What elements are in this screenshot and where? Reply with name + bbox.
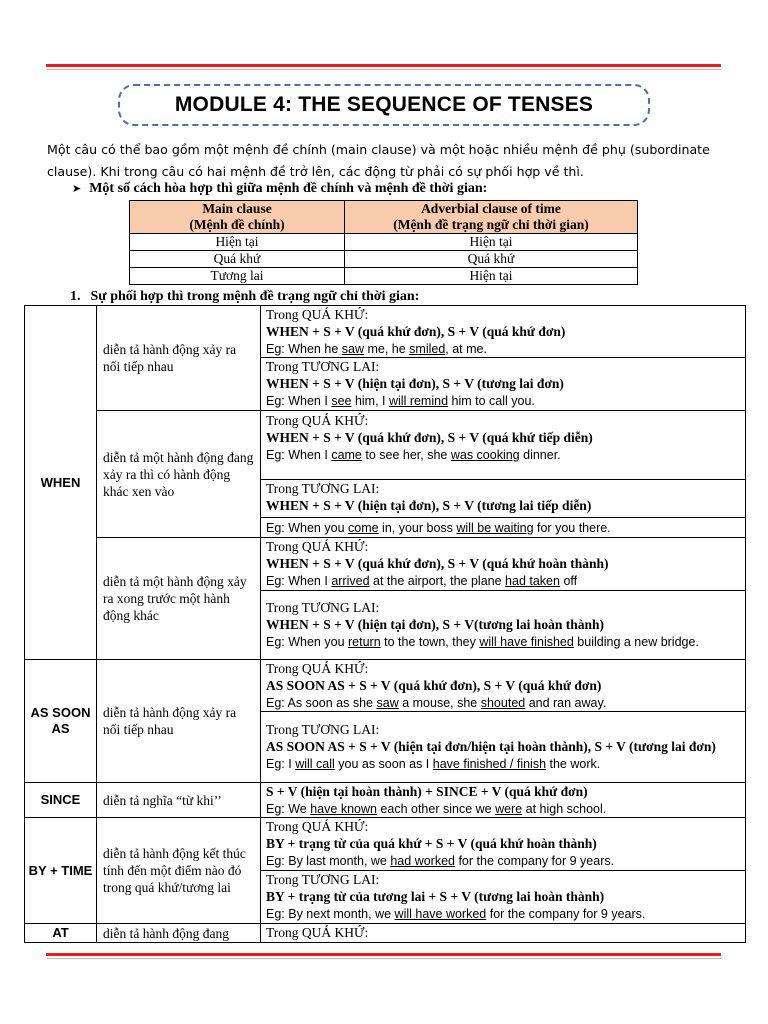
example: Eg: I will call you as soon as I have finished / finish the work.	[266, 757, 601, 771]
table-row	[25, 538, 746, 591]
example: Eg: When you come in, your boss will be waiting for you there.	[261, 517, 745, 537]
usage-cell: Trong TƯƠNG LAI: BY + trạng từ của tương lai + S + V (tương lai hoàn thành) Eg: By next month, we will have worked for the company for 9 years.	[261, 871, 746, 924]
table-row: Tương lai Hiện tại	[130, 268, 638, 285]
top-rule	[46, 64, 721, 70]
keyword-at: AT	[25, 924, 97, 943]
keyword-since: SINCE	[25, 783, 97, 818]
intro-paragraph: Một câu có thể bao gồm một mệnh đề chính (main clause) và một hoặc nhiều mệnh đề phụ (subordinate clause). Khi trong câu có hai mệnh đề trở lên, các động từ phải có sự phối hợp về thì.	[47, 142, 710, 179]
example: Eg: When I came to see her, she was cooking dinner.	[266, 448, 561, 462]
description: diễn tả hành động đang	[97, 924, 261, 943]
description: diễn tả hành động xảy ra nối tiếp nhau	[97, 306, 261, 411]
keyword-as-soon-as: AS SOON AS	[25, 660, 97, 783]
usage-cell: Trong TƯƠNG LAI: AS SOON AS + S + V (hiện tại đơn/hiện tại hoàn thành), S + V (tương lai đơn) Eg: I will call you as soon as I have finished / finish the work.	[261, 712, 746, 783]
section-heading: 1. Sự phối hợp thì trong mệnh đề trạng ngữ chỉ thời gian:	[70, 289, 420, 304]
example: Eg: When you return to the town, they will have finished building a new bridge.	[266, 635, 699, 649]
page-title: MODULE 4: THE SEQUENCE OF TENSES	[118, 84, 650, 126]
description: diễn tả hành động xảy ra nối tiếp nhau	[97, 660, 261, 783]
arrow-bullet-icon: ➤	[72, 182, 82, 195]
tense-table	[24, 305, 746, 943]
usage-cell: Trong QUÁ KHỨ: WHEN + S + V (quá khứ đơn), S + V (quá khứ tiếp diễn) Eg: When I came to see her, she was cooking dinner.	[261, 411, 746, 480]
table-row: Quá khứ Quá khứ	[130, 251, 638, 268]
keyword-by-time: BY + TIME	[25, 818, 97, 924]
usage-cell: Trong QUÁ KHỨ: BY + trạng từ của quá khứ + S + V (quá khứ hoàn thành) Eg: By last month, we had worked for the company for 9 years.	[261, 818, 746, 871]
usage-cell: Trong QUÁ KHỨ: WHEN + S + V (quá khứ đơn), S + V (quá khứ hoàn thành) Eg: When I arrived at the airport, the plane had taken off	[261, 538, 746, 591]
example: Eg: When he saw me, he smiled, at me.	[266, 341, 487, 356]
usage-cell: Trong QUÁ KHỨ: AS SOON AS + S + V (quá khứ đơn), S + V (quá khứ đơn) Eg: As soon as she saw a mouse, she shouted and ran away.	[261, 660, 746, 712]
keyword-when: WHEN	[25, 306, 97, 660]
example: Eg: We have known each other since we were at high school.	[266, 802, 607, 816]
description: diễn tả một hành động xảy ra xong trước một hành động khác	[97, 538, 261, 660]
table-row	[25, 306, 746, 358]
usage-cell: Trong TƯƠNG LAI: WHEN + S + V (hiện tại đơn), S + V(tương lai hoàn thành) Eg: When you return to the town, they will have finished building a new bridge.	[261, 591, 746, 660]
description: diễn tả nghĩa “từ khi’’	[97, 783, 261, 818]
table-row: Hiện tại Hiện tại	[130, 234, 638, 251]
table-row	[25, 411, 746, 480]
usage-cell: Trong QUÁ KHỨ:	[261, 924, 746, 943]
table-row	[25, 924, 746, 943]
table-row	[25, 783, 746, 818]
example: Eg: When I arrived at the airport, the plane had taken off	[266, 574, 578, 588]
bullet-heading: ➤ Một số cách hòa hợp thì giữa mệnh đề chính và mệnh đề thời gian:	[72, 181, 488, 196]
table-row	[25, 818, 746, 871]
header-main-clause: Main clause (Mệnh đề chính)	[130, 201, 345, 234]
usage-cell: Trong TƯƠNG LAI: WHEN + S + V (hiện tại đơn), S + V (tương lai tiếp diễn) Eg: When you come in, your boss will be waiting for you there.	[261, 480, 746, 538]
usage-cell: Trong TƯƠNG LAI: WHEN + S + V (hiện tại đơn), S + V (tương lai đơn) Eg: When I see him, I will remind him to call you.	[261, 358, 746, 411]
description: diễn tả hành động kết thúc tính đến một điểm nào đó trong quá khứ/tương lai	[97, 818, 261, 924]
usage-cell: Trong QUÁ KHỨ: WHEN + S + V (quá khứ đơn), S + V (quá khứ đơn) Eg: When he saw me, he smiled, at me.	[261, 306, 746, 358]
table-row	[25, 660, 746, 712]
bottom-rule	[46, 953, 721, 959]
description: diễn tả một hành động đang xảy ra thì có hành động khác xen vào	[97, 411, 261, 538]
example: Eg: When I see him, I will remind him to call you.	[266, 394, 535, 408]
clause-table	[129, 200, 638, 285]
usage-cell: S + V (hiện tại hoàn thành) + SINCE + V (quá khứ đơn) Eg: We have known each other since we were at high school.	[261, 783, 746, 818]
example: Eg: By last month, we had worked for the company for 9 years.	[266, 854, 615, 868]
example: Eg: By next month, we will have worked for the company for 9 years.	[266, 907, 646, 921]
example: Eg: As soon as she saw a mouse, she shouted and ran away.	[266, 695, 607, 710]
header-adverbial-clause: Adverbial clause of time (Mệnh đề trạng ngữ chỉ thời gian)	[345, 201, 638, 234]
